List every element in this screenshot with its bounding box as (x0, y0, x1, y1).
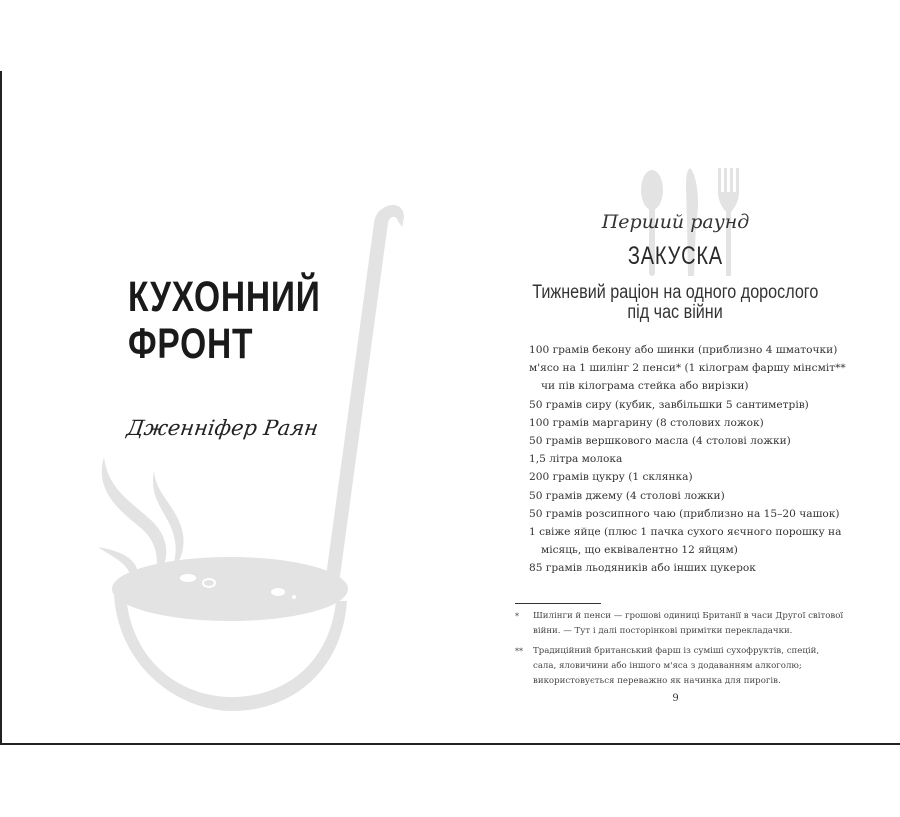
list-item: 85 грамів льодяників або інших цукерок (529, 562, 756, 575)
list-item: 200 грамів цукру (1 склянка) (529, 471, 693, 484)
footnote-divider (515, 603, 601, 604)
footnote-text: Шилінги й пенси — грошові одиниці Британії в часи Другої світової війни. — Тут і далі посторінкові примітки перекладачки. (533, 611, 844, 636)
ration-list (529, 341, 859, 578)
book-title (128, 274, 321, 368)
footnote (515, 609, 845, 639)
section-title-text: ЗАКУСКА (627, 242, 724, 270)
footnote-text: Традиційний британський фарш із суміші сухофруктів, спецій, сала, яловичини або іншого м'яса з додаванням алкоголю; використовується переважно як начинка для пирогів. (533, 646, 820, 686)
book-title-line: КУХОННИЙ (128, 273, 321, 321)
subtitle-line: під час війни (627, 302, 724, 323)
footnote-mark: * (515, 612, 519, 621)
footnote (515, 644, 845, 689)
page-number: 9 (672, 693, 679, 704)
footnote-mark: ** (515, 647, 523, 656)
book-title-line: ФРОНТ (128, 320, 254, 368)
section-title (451, 242, 900, 271)
round-label: Перший раунд (601, 211, 750, 233)
right-page (451, 71, 900, 743)
list-item: 50 грамів джему (4 столові ложки) (529, 489, 725, 502)
list-item: 100 грамів бекону або шинки (приблизно 4 шматочки) (529, 344, 838, 356)
list-item: 1 свіже яйце (плюс 1 пачка сухого яєчного порошку на місяць, що еквівалентно 12 яйцям) (529, 526, 842, 557)
list-item: 100 грамів маргарину (8 столових ложок) (529, 416, 764, 429)
list-item: 1,5 літра молока (529, 453, 623, 466)
book-spread (0, 71, 900, 745)
list-item: 50 грамів розсипного чаю (приблизно на 15–20 чашок) (529, 507, 840, 520)
list-item: 50 грамів вершкового масла (4 столові ложки) (529, 435, 791, 448)
list-item: 50 грамів сиру (кубик, завбільшки 5 сантиметрів) (529, 398, 809, 411)
left-page (2, 71, 451, 743)
subtitle-line: Тижневий раціон на одного дорослого (532, 282, 819, 303)
footnotes (515, 609, 845, 694)
subtitle (451, 283, 900, 323)
author-name: Дженніфер Раян (125, 416, 320, 440)
list-item: м'ясо на 1 шилінг 2 пенси* (1 кілограм фаршу мінсміт** чи пів кілограма стейка або вирізки) (529, 362, 846, 393)
ladle-with-steam-icon (2, 71, 451, 743)
